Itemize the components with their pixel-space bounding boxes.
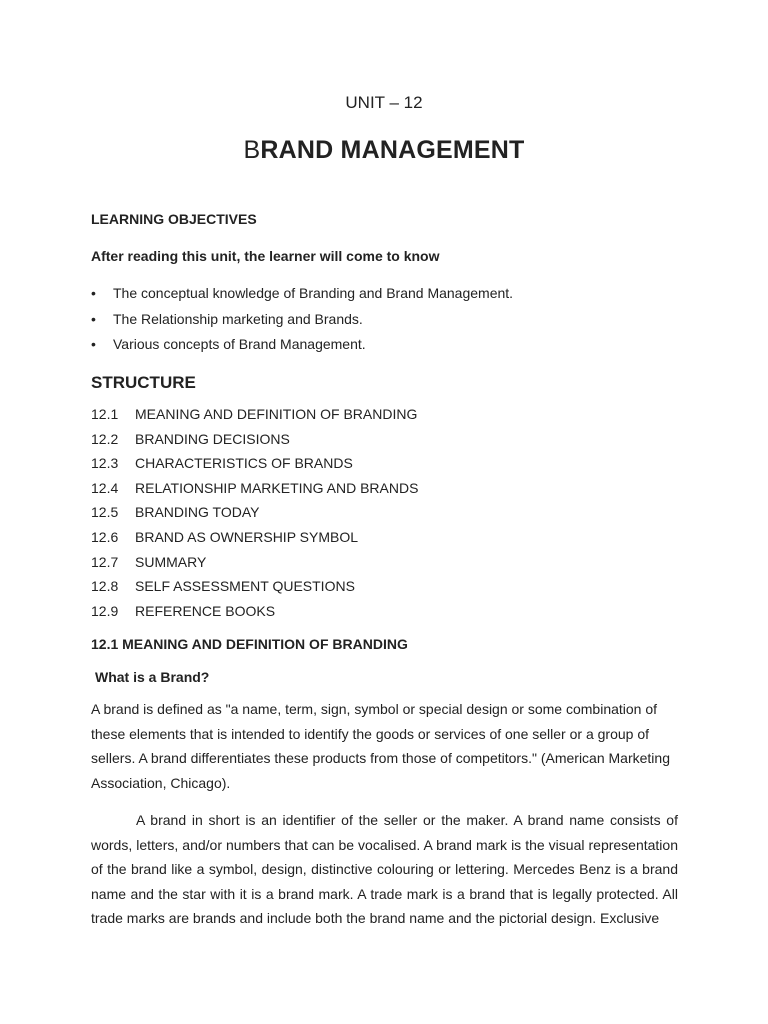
- structure-list: [91, 405, 418, 626]
- structure-item-text: BRANDING TODAY: [135, 504, 260, 521]
- structure-item-number: 12.3: [91, 455, 119, 472]
- structure-item: [91, 430, 418, 455]
- structure-heading: STRUCTURE: [91, 373, 196, 392]
- structure-item: [91, 602, 418, 627]
- structure-item: [91, 479, 418, 504]
- body-paragraph: A brand in short is an identifier of the seller or the maker. A brand name consists of words, letters, and/or numbers that can be vocalised. A brand mark is the visual representation of the brand like a symbol, design, distinctive colouring or lettering. Mercedes Benz is a brand name and the star with it is a brand mark. A trade mark is a brand that is legally protected. All trade marks are brands and include both the brand name and the pictorial design. Exclusive: [91, 812, 678, 927]
- structure-item-number: 12.8: [91, 578, 119, 595]
- section-heading: 12.1 MEANING AND DEFINITION OF BRANDING: [91, 636, 408, 652]
- page-title: [0, 135, 768, 165]
- structure-item: [91, 553, 418, 578]
- learning-objectives-heading: LEARNING OBJECTIVES: [91, 211, 257, 227]
- structure-item-number: 12.9: [91, 602, 119, 619]
- structure-item-text: BRANDING DECISIONS: [135, 430, 290, 447]
- unit-label: UNIT – 12: [345, 93, 423, 112]
- objectives-list: [91, 284, 513, 361]
- objective-item: [91, 335, 513, 361]
- structure-item-text: CHARACTERISTICS OF BRANDS: [135, 455, 353, 472]
- objective-item: [91, 310, 513, 336]
- structure-item-text: MEANING AND DEFINITION OF BRANDING: [135, 406, 418, 422]
- objective-text: Various concepts of Brand Management.: [113, 336, 366, 352]
- structure-item-number: 12.1: [91, 406, 119, 422]
- section-subheading: What is a Brand?: [95, 669, 210, 685]
- structure-item-number: 12.5: [91, 504, 119, 521]
- objective-text: The conceptual knowledge of Branding and Brand Management.: [113, 285, 514, 301]
- structure-item-text: SELF ASSESSMENT QUESTIONS: [135, 578, 355, 595]
- structure-item-text: REFERENCE BOOKS: [135, 602, 276, 619]
- bullet-icon: •: [91, 336, 96, 352]
- structure-item-text: SUMMARY: [135, 553, 207, 570]
- structure-item: [91, 405, 418, 430]
- structure-item-number: 12.7: [91, 553, 119, 570]
- structure-item: [91, 577, 418, 602]
- title-first-letter: B: [243, 136, 261, 164]
- bullet-icon: •: [91, 310, 96, 327]
- structure-item-text: RELATIONSHIP MARKETING AND BRANDS: [135, 479, 419, 496]
- title-rest: RAND MANAGEMENT: [260, 136, 525, 164]
- structure-item-number: 12.6: [91, 528, 119, 545]
- learning-objectives-intro: After reading this unit, the learner will come to know: [91, 248, 440, 264]
- structure-item-number: 12.4: [91, 479, 119, 496]
- structure-item-number: 12.2: [91, 430, 119, 447]
- structure-item: [91, 454, 418, 479]
- definition-paragraph: A brand is defined as "a name, term, sign, symbol or special design or some combination of these elements that is intended to identify the goods or services of one seller or a group of sellers. A brand differentiates these products from those of competitors." (American Marketing Association, Chicago).: [91, 701, 670, 791]
- bullet-icon: •: [91, 285, 96, 301]
- structure-item: [91, 503, 418, 528]
- objective-item: [91, 284, 513, 310]
- structure-item: [91, 528, 418, 553]
- objective-text: The Relationship marketing and Brands.: [113, 310, 363, 327]
- structure-item-text: BRAND AS OWNERSHIP SYMBOL: [135, 528, 359, 545]
